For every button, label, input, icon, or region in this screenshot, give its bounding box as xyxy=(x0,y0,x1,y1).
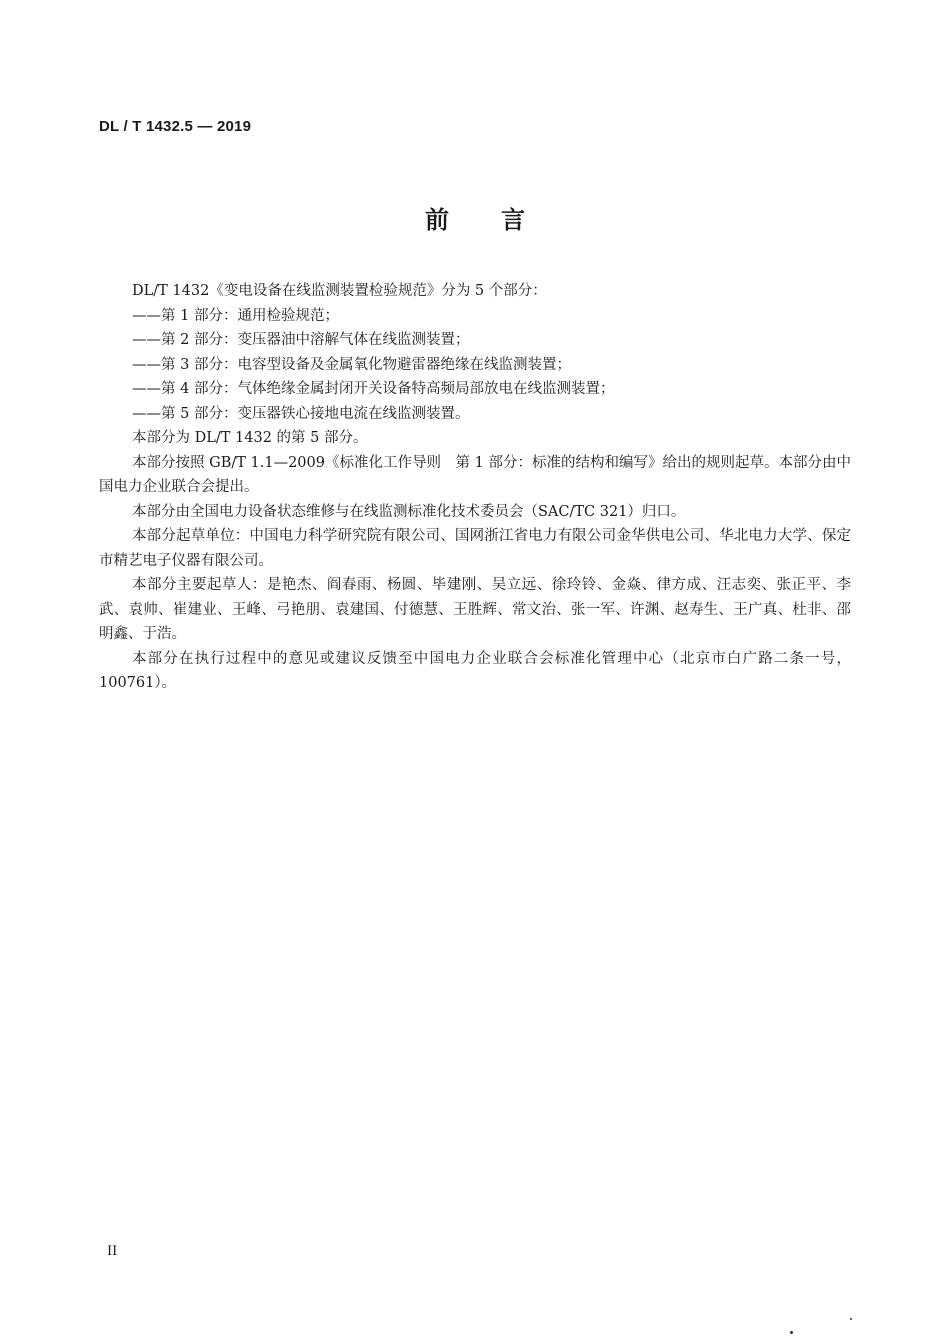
part-list-item: ——第 3 部分：电容型设备及金属氧化物避雷器绝缘在线监测装置； xyxy=(132,356,571,373)
part-list-item: ——第 1 部分：通用检验规范； xyxy=(132,307,339,324)
scan-speck xyxy=(850,1318,852,1320)
feedback-paragraph: 本部分在执行过程中的意见或建议反馈至中国电力企业联合会标准化管理中心（北京市白广路二条一号，100761）。 xyxy=(99,650,851,691)
page-number: II xyxy=(107,1244,118,1259)
this-part-paragraph: 本部分为 DL/T 1432 的第 5 部分。 xyxy=(132,430,368,446)
standard-code: DL / T 1432.5 — 2019 xyxy=(99,118,252,135)
part-list-item: ——第 4 部分：气体绝缘金属封闭开关设备特高频局部放电在线监测装置； xyxy=(132,381,615,397)
part-list-item: ——第 2 部分：变压器油中溶解气体在线监测装置； xyxy=(132,332,470,348)
part-list-item: ——第 5 部分：变压器铁心接地电流在线监测装置。 xyxy=(132,405,470,422)
centralized-paragraph: 本部分由全国电力设备状态维修与在线监测标准化技术委员会（SAC/TC 321）归口。 xyxy=(132,503,686,520)
intro-paragraph: DL/T 1432《变电设备在线监测装置检验规范》分为 5 个部分： xyxy=(132,283,547,299)
page-title: 前言 xyxy=(425,206,577,234)
scan-speck xyxy=(790,1331,793,1334)
drafting-units-paragraph: 本部分起草单位：中国电力科学研究院有限公司、国网浙江省电力有限公司金华供电公司、华北电力大学、保定市精艺电子仪器有限公司。 xyxy=(99,528,851,569)
drafting-rules-paragraph: 本部分按照 GB/T 1.1—2009《标准化工作导则 第 1 部分：标准的结构和编写》给出的规则起草。本部分由中国电力企业联合会提出。 xyxy=(99,454,851,495)
drafters-paragraph: 本部分主要起草人：是艳杰、阎春雨、杨圆、毕建刚、吴立远、徐玲铃、金焱、律方成、汪志奕、张正平、李武、袁帅、崔建业、王峰、弓艳朋、袁建国、付德慧、王胜辉、常文治、张一军、许渊、赵寿生、王广真、杜非、邵明鑫、于浩。 xyxy=(99,577,851,642)
document-body xyxy=(99,279,851,696)
